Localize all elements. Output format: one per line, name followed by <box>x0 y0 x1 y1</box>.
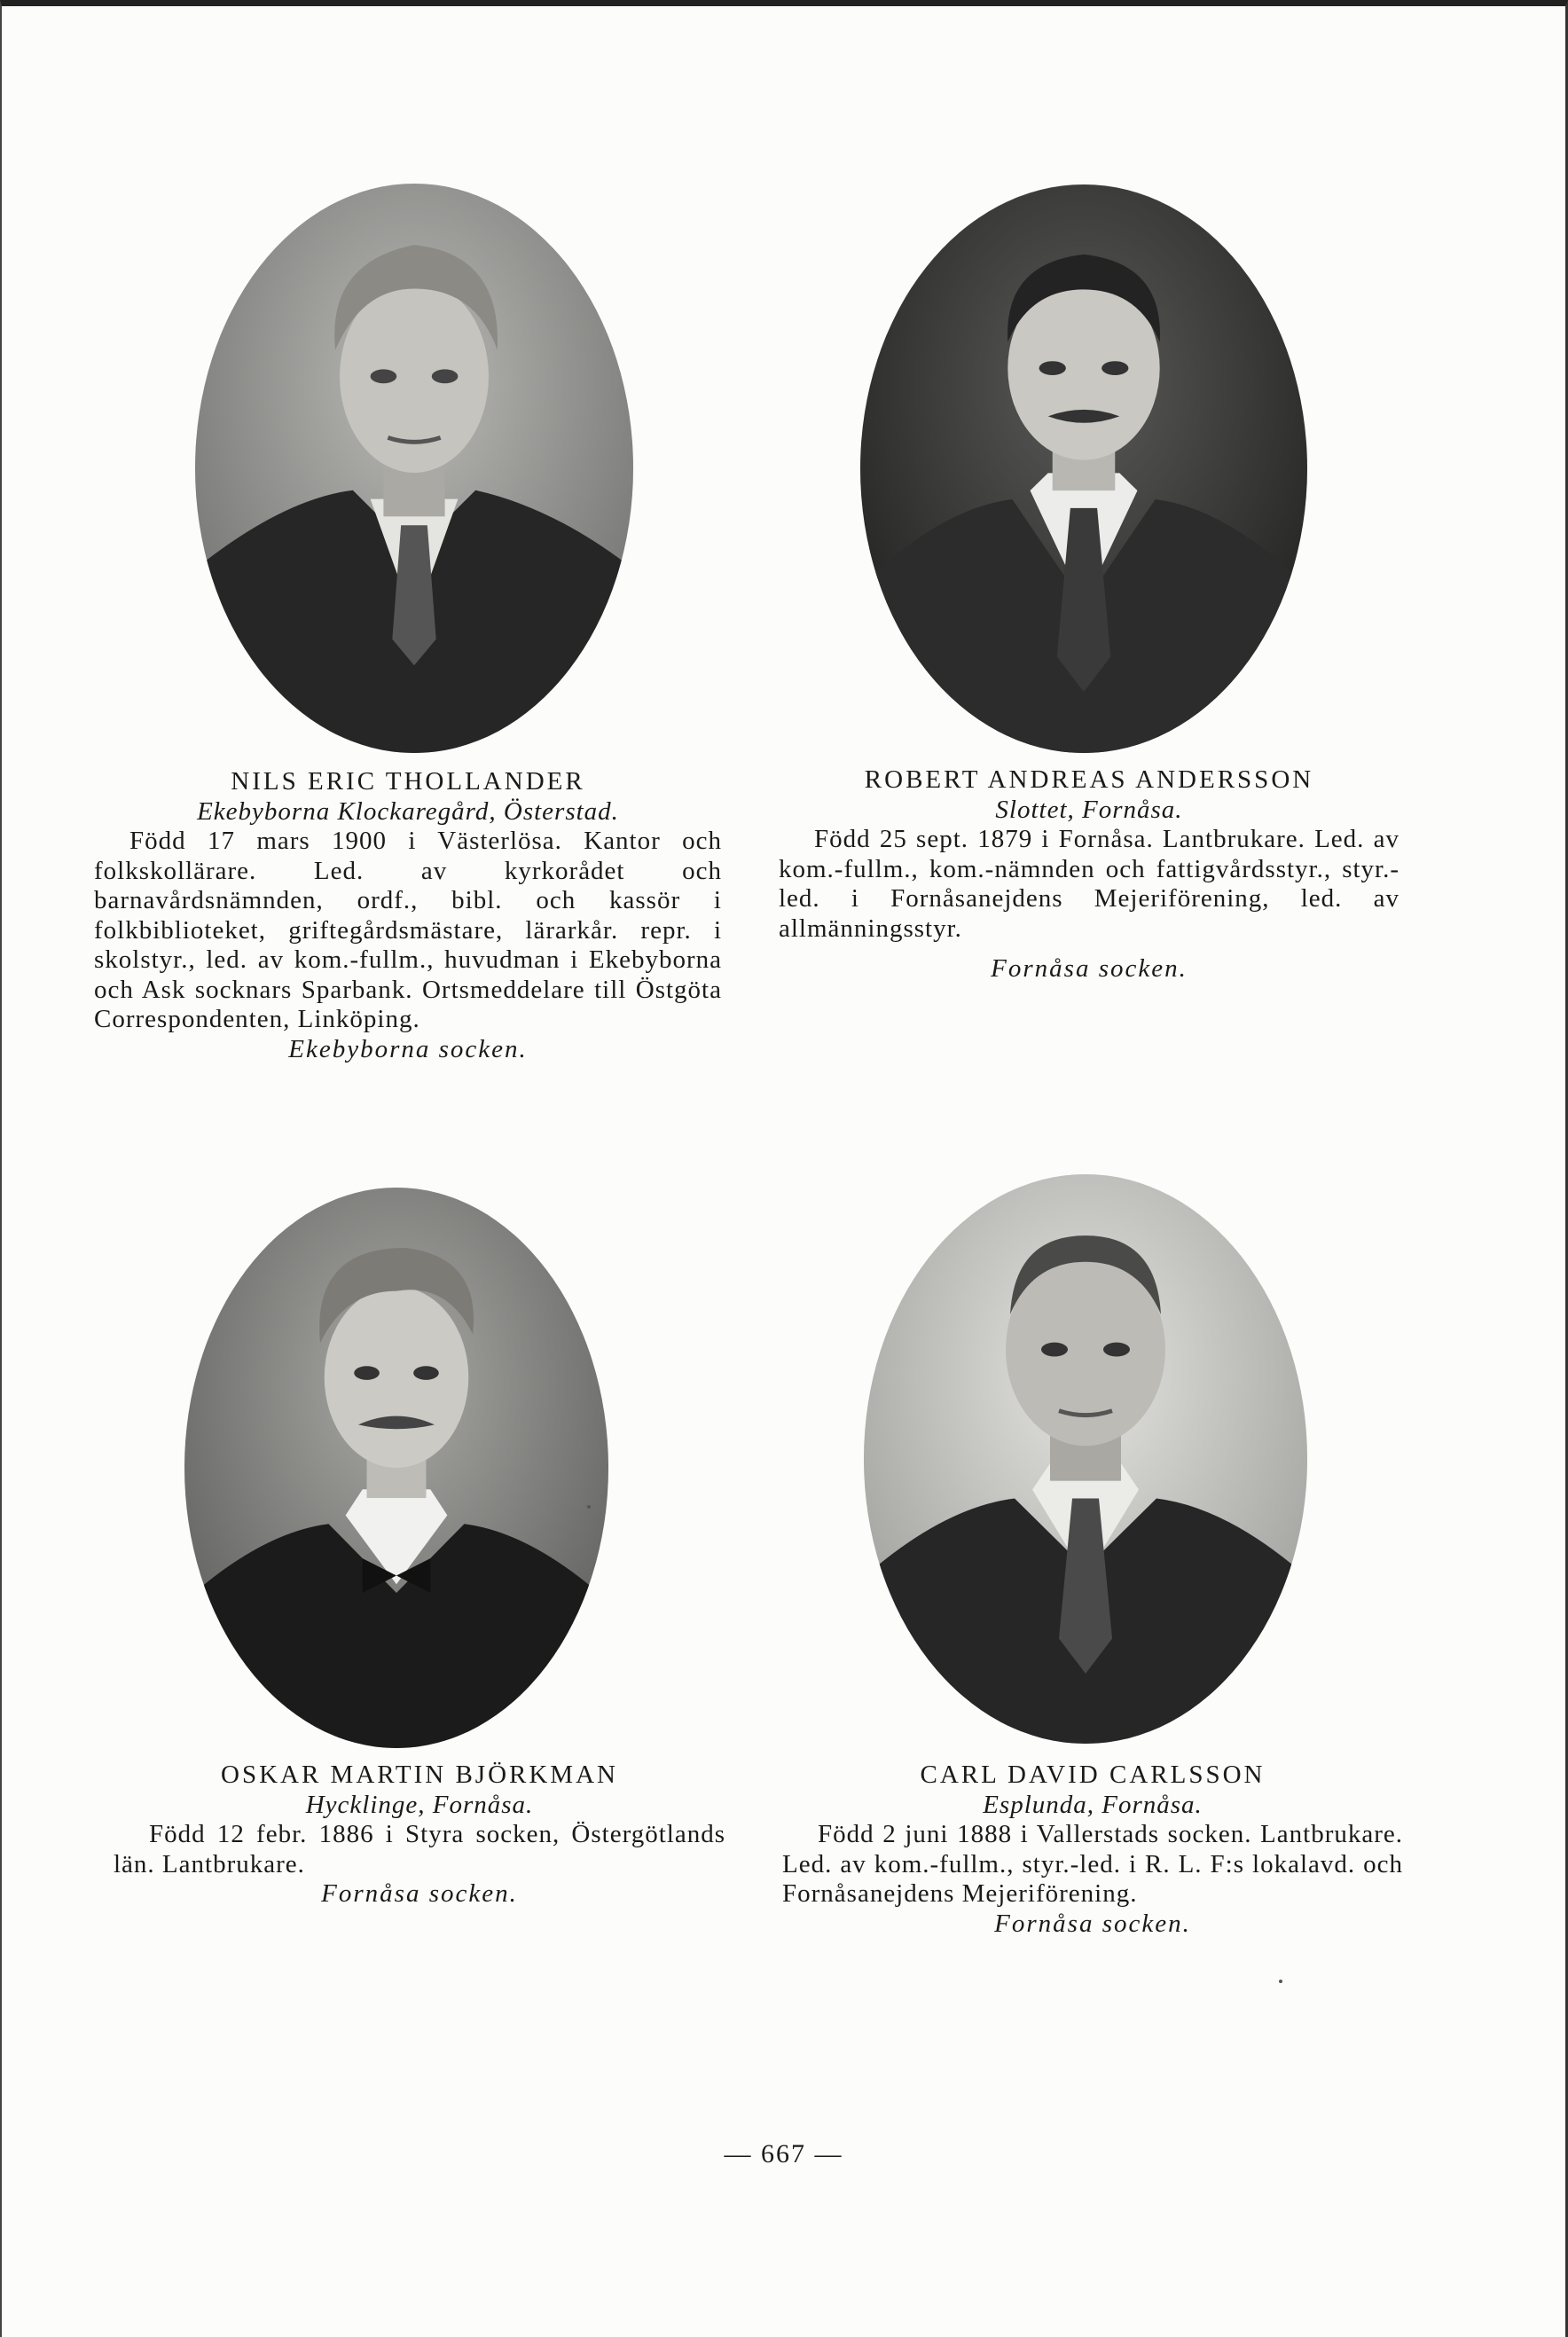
person-name: ROBERT ANDREAS ANDERSSON <box>864 765 1314 794</box>
parish-name: Fornåsa socken. <box>321 1879 518 1908</box>
residence: Ekebyborna Klockaregård, Österstad. <box>197 796 619 826</box>
biography-entry <box>782 1761 1403 1939</box>
parish-name: Fornåsa socken. <box>994 1909 1191 1938</box>
biography-text: Född 2 juni 1888 i Vallerstads socken. Lantbrukare. Led. av kom.-fullm., styr.-led. i R. L. F:s lokalavd. och Fornåsanejdens Mejeriförening. <box>782 1820 1403 1908</box>
biography-text: Född 17 mars 1900 i Västerlösa. Kantor och folkskollärare. Led. av kyrkorådet och barnavårdsnämnden, ordf., bibl. och kassör i folkbiblioteket, griftegårdsmästare, lärarkår. repr. i skolstyr., led. av kom.-fullm., huvudman i Ekebyborna och Ask socknars Sparbank. Ortsmeddelare till Östgöta Correspondenten, Linköping. <box>94 827 722 1033</box>
biography-entry <box>114 1761 725 1910</box>
portrait-photo-thollander <box>195 184 633 753</box>
biography-text: Född 25 sept. 1879 i Fornåsa. Lantbrukare. Led. av kom.-fullm., kom.-nämnden och fattigvårdsstyr., styr.-led. i Fornåsanejdens Mejeriförening, led. av allmänningsstyr. <box>779 825 1399 943</box>
residence: Esplunda, Fornåsa. <box>983 1790 1203 1819</box>
parish-name: Fornåsa socken. <box>991 954 1188 983</box>
print-speck <box>1279 1980 1282 1983</box>
print-speck <box>587 1505 591 1509</box>
parish-name: Ekebyborna socken. <box>288 1034 528 1063</box>
biography-entry <box>94 767 722 1064</box>
residence: Hycklinge, Fornåsa. <box>305 1790 534 1819</box>
person-name: OSKAR MARTIN BJÖRKMAN <box>221 1761 618 1789</box>
biography-entry <box>779 765 1399 984</box>
person-name: CARL DAVID CARLSSON <box>920 1761 1266 1789</box>
person-name: NILS ERIC THOLLANDER <box>231 767 585 796</box>
portrait-photo-carlsson <box>864 1174 1307 1744</box>
portrait-photo-bjorkman <box>184 1188 608 1748</box>
residence: Slottet, Fornåsa. <box>995 795 1183 824</box>
page-number: — 667 — <box>724 2139 843 2168</box>
biography-text: Född 12 febr. 1886 i Styra socken, Östergötlands län. Lantbrukare. <box>114 1820 725 1878</box>
portrait-photo-andersson <box>860 184 1307 753</box>
